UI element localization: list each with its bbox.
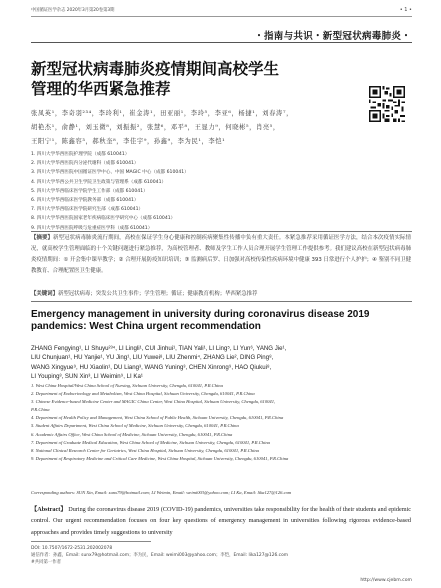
- affiliation-en-6: 6. Academic Affairs Office, West China School of Medicine, Sichuan University, Chengdu, 610041, P.R.China: [31, 431, 233, 437]
- footer-url: http://www.cjebm.com: [360, 578, 412, 583]
- affiliation-en-3: 3. Chinese Evidence-based Medicine Center and MAGIC China Center, West China Hospital, Sichuan University, Chengdu, 610041,: [31, 399, 276, 405]
- journal-header: 中国循证医学杂志 2020年3月第20卷第3期: [31, 8, 115, 13]
- affiliation-zh-2: 2. 四川大学华西医院内分泌代谢科（成都 610041）: [31, 161, 139, 167]
- keywords-zh-label: 【关键词】: [31, 291, 58, 297]
- title-en: Emergency management in university during coronavirus disease 2019 pandemics: West China urgent recommendation: [31, 309, 370, 332]
- affiliations-en: [31, 382, 416, 463]
- page-number: • 1 •: [399, 7, 412, 13]
- authors-en-line-3: WANG Xingyue⁹, HU Xiaolin¹, DU Liang³, WANG Yuning³, CHEN Xinrong⁹, HAO Qiukui⁸,: [31, 363, 272, 371]
- authors-zh-line-1: 张凤英¹，李奇羽²³⁴，李玲利¹，崔金涛¹，田亚丽¹，李玲⁵，李亚⁶，杨捷¹，刘春涛⁷，: [31, 110, 293, 117]
- title-zh-line-2: 管理的华西紧急推荐: [31, 80, 171, 98]
- affiliation-zh-3: 3. 四川大学华西医院中国循证医学中心、中国 MAGIC 中心（成都 610041）: [31, 170, 189, 176]
- affiliation-en-5: 5. Student Affairs Department, West China School of Medicine, Sichuan University, Chengdu, 610041, P.R.China: [31, 423, 239, 429]
- keywords-zh-text: 新型冠状病毒；突发公共卫生事件；学生管理；循证；健康教育机构；华西紧急推荐: [57, 291, 258, 297]
- abstract-zh-label: 【摘要】: [31, 235, 54, 241]
- section-divider: [31, 42, 412, 43]
- authors-zh-line-2: 胡艳杰¹，俞静¹，刘玉微⁸，刘振振²，张慧⁶，邓平⁸，王显力⁹，何晓彬⁵，肖亮⁵，: [31, 124, 280, 131]
- affiliation-zh-6: 6. 四川大学华西临床医学院教务部（成都 610041）: [31, 198, 139, 204]
- affiliation-en-2: 2. Department of Endocrinology and Metabolism, West China Hospital, Sichuan University, Chengdu, 610041, P.R.China: [31, 391, 255, 397]
- affiliation-zh-8: 8. 四川大学华西医院国家老年疾病临床医学研究中心（成都 610041）: [31, 216, 176, 222]
- authors-en-line-1: ZHANG Fengying¹, LI Shuyu²³⁴, LI Lingli¹, CUI Jinhui¹, TIAN Yali¹, LI Ling⁵, LI Yun⁶, YANG Jie¹,: [31, 345, 287, 352]
- affiliation-en-1: 1. West China Hospital/West China School of Nursing, Sichuan University, Chengdu, 610041, P.R.China: [31, 383, 223, 388]
- corresponding-authors-zh: 通信作者：孙鑫，Email: sunx79@hotmail.com；李为民，Email: weimi003@yahoo.com；李恺，Email: lika127@126.com: [31, 553, 289, 559]
- affiliation-en-7: 7. Department of Graduate Medical Education, West China School of Medicine, Sichuan University, Chengdu, 610041, P.R.China: [31, 439, 270, 445]
- keywords-zh: [31, 289, 411, 297]
- corresponding-authors-en: Corresponding authors: SUN Xin, Email: sunx79@hotmail.com; LI Weimin, Email: weimi003@yahoo.com; LI Ka, Email: lika127@126.com: [31, 490, 292, 495]
- abstract-en: [31, 504, 411, 538]
- affiliation-zh-4: 4. 四川大学华西公共卫生学院卫生政策与管理系（成都 610041）: [31, 179, 167, 185]
- affiliation-zh-9: 9. 四川大学华西医院呼吸与危重症医学科（成都 610041）: [31, 225, 153, 231]
- header-divider: [31, 16, 412, 17]
- abstract-en-label: 【Abstract】: [31, 506, 67, 513]
- affiliation-en-3-cont: P.R.China: [31, 407, 50, 413]
- affiliation-en-8: 8. National Clinical Research Center for Geriatrics, West China Hospital, Sichuan University, Chengdu, 610041, P.R.China: [31, 447, 259, 453]
- footnotes: [31, 545, 411, 567]
- title-zh-line-1: 新型冠状病毒肺炎疫情期间高校学生: [31, 60, 280, 78]
- affiliations-zh: [31, 150, 411, 233]
- keywords-divider: [31, 301, 412, 302]
- footnote-divider: [31, 541, 151, 542]
- section-label: ・指南与共识・新型冠状病毒肺炎・: [254, 31, 411, 42]
- affiliation-zh-5: 5. 四川大学华西临床医学院学生工作部（成都 610041）: [31, 188, 148, 194]
- authors-en-line-2: LIU Chunjuan¹, HU Yanjie¹, YU Jing¹, LIU Yuwei⁸, LIU Zhenmi⁴, ZHANG Lie², DING Ping⁸,: [31, 354, 274, 362]
- affiliation-zh-1: 1. 四川大学华西医院护理学院（成都 610041）: [31, 152, 130, 157]
- authors-en-line-4: LI Youping³, SUN Xin³, LI Weimin⁹, LI Ka¹: [31, 373, 143, 381]
- co-first-author-note: #共同第一作者: [31, 560, 62, 566]
- affiliation-en-4: 4. Department of Health Policy and Management, West China School of Public Health, Sichuan University, Chengdu, 610041, P.R.China: [31, 415, 284, 421]
- abstract-zh-text: 新型冠状病毒肺炎流行期间，高校在保证学生身心健康和控制疾病聚集性传播中负有重大责任。本紧急推荐采用循证医学方法，结合本次疫情实际情况，就高校学生管理面临的十个关键问题进行紧急推荐，为高校管理者、教师及学生工作人员合理开展学生管理工作提供参考。我们建议高校在新型冠状病毒肺炎疫情期间：① 开会集中课早教学；② 合理开展防疫知识培训；③ 监测病后罗、日加强对高校传染性疾病环境中健康 393 日常进行个人护护；④ 鉴别不同卫健教教育、合理配置医卫生健康。: [31, 235, 411, 274]
- authors-zh-line-3: 王阳宁¹，陈鑫容³，郝秋奎⁸，李佳宇⁹，孙鑫⁹，李为民¹，李恺¹: [31, 138, 226, 145]
- abstract-en-text: During the coronavirus disease 2019 (COVID-19) pandemics, universities take responsibility for the health of their students and epidemic control. Our urgent recommendation focuses on four key questions of emergency management in universities following rigorous evidence-based approaches and provides timely suggestions to university: [31, 506, 412, 536]
- affiliation-en-9: 9. Department of Respiratory Medicine and Critical Care Medicine, West China Hospital, Sichuan University, Chengdu, 610041, P.R.China: [31, 455, 289, 461]
- authors-en: [31, 344, 411, 382]
- affiliation-zh-7: 7. 四川大学华西临床医学院研究生部（成都 610041）: [31, 207, 144, 213]
- abstract-divider: [31, 231, 412, 232]
- doi: DOI: 10.7507/1672-2531.202002078: [31, 546, 113, 551]
- abstract-zh: [31, 233, 411, 277]
